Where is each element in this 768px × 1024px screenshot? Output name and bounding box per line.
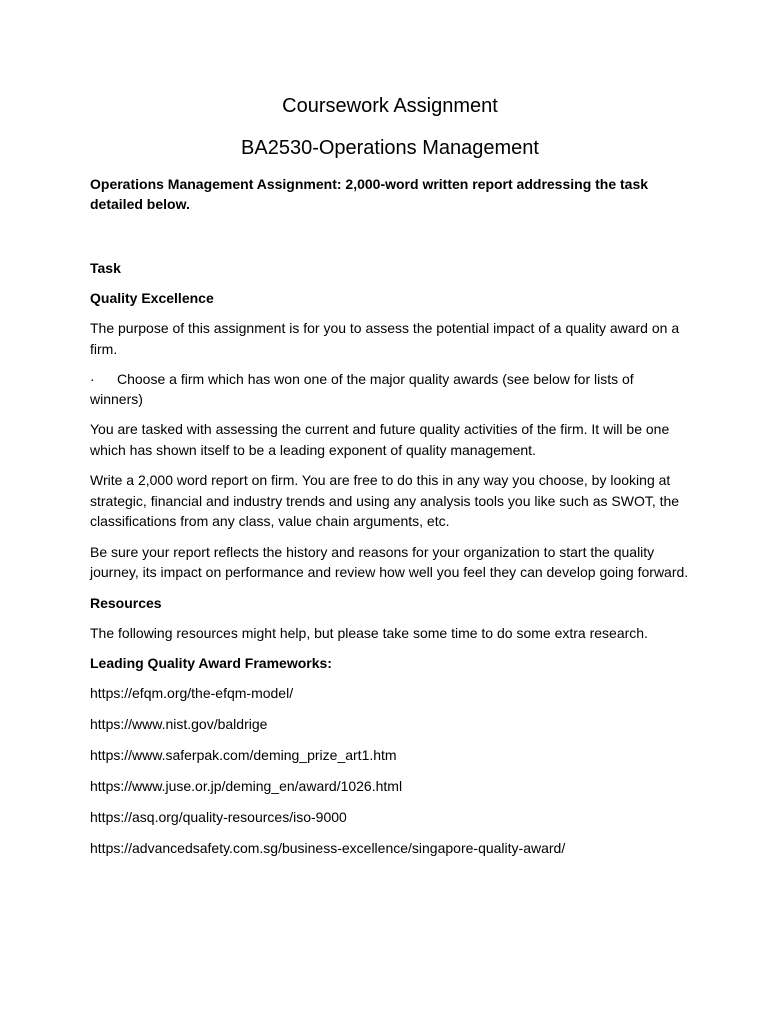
purpose-paragraph: The purpose of this assignment is for you to assess the potential impact of a quality award on a firm.: [90, 320, 680, 357]
link-asq-iso-9000[interactable]: https://asq.org/quality-resources/iso-9000: [90, 809, 347, 825]
assess-paragraph: You are tasked with assessing the current and future quality activities of the firm. It will be one which has shown itself to be a leading exponent of quality management.: [90, 421, 670, 458]
document-title: Coursework Assignment: [282, 95, 498, 117]
link-saferpak-deming[interactable]: https://www.saferpak.com/deming_prize_art1.htm: [90, 747, 397, 763]
document-page: [90, 92, 690, 869]
bullet-item: [90, 369, 690, 409]
intro-text: Operations Management Assignment: 2,000-word written report addressing the task detailed below.: [90, 176, 649, 212]
resources-heading: Resources: [90, 594, 162, 611]
link-juse-deming[interactable]: https://www.juse.or.jp/deming_en/award/1026.html: [90, 778, 403, 794]
link-baldrige[interactable]: https://www.nist.gov/baldrige: [90, 716, 268, 732]
report-paragraph: Write a 2,000 word report on firm. You are free to do this in any way you choose, by looking at strategic, financial and industry trends and using any analysis tools you like such as SWOT, the classifications from any class, value chain arguments, etc.: [90, 472, 680, 529]
bullet-marker: ·: [90, 371, 95, 387]
resources-paragraph: The following resources might help, but please take some time to do some extra research.: [90, 624, 648, 641]
bullet-text: Choose a firm which has won one of the major quality awards (see below for lists of winners): [90, 371, 634, 407]
document-subtitle: BA2530-Operations Management: [241, 137, 539, 159]
quality-excellence-heading: Quality Excellence: [90, 290, 214, 306]
link-singapore-quality-award[interactable]: https://advancedsafety.com.sg/business-excellence/singapore-quality-award/: [90, 840, 566, 856]
link-efqm[interactable]: https://efqm.org/the-efqm-model/: [90, 685, 294, 701]
frameworks-heading: Leading Quality Award Frameworks:: [90, 655, 332, 671]
history-paragraph: Be sure your report reflects the history and reasons for your organization to start the quality journey, its impact on performance and review how well you feel they can develop going forward.: [90, 543, 689, 580]
task-heading: Task: [90, 260, 121, 276]
